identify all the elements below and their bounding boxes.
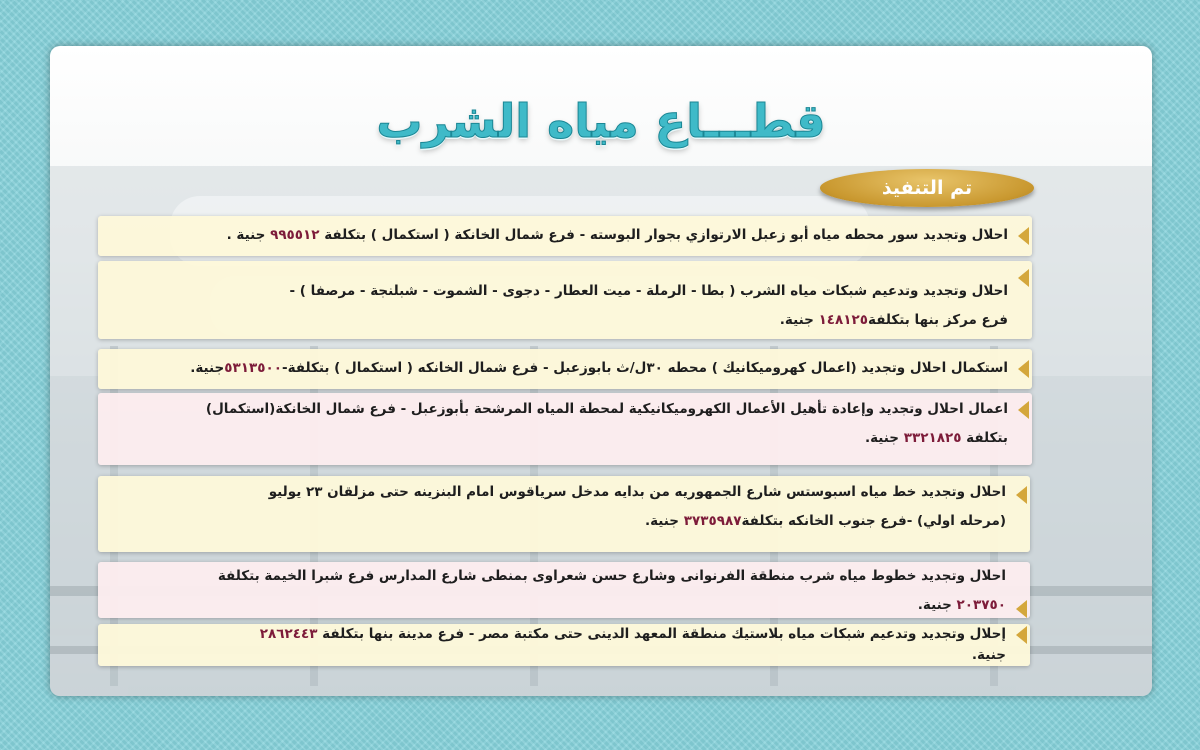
project-item	[98, 562, 1030, 618]
item-amount: ٩٩٥٥١٢	[270, 227, 320, 243]
bullet-marker-icon	[1018, 360, 1029, 378]
item-text: اعمال احلال وتجديد وإعادة تأهيل الأعمال الكهروميكانيكية لمحطة المياه المرشحة بأبوزعبل - فرع شمال الخانكة(استكمال) بتكلفة	[205, 401, 1008, 446]
bullet-marker-icon	[1018, 227, 1029, 245]
item-text: احلال وتجديد وتدعيم شبكات مياه الشرب ( بطا - الرملة - ميت العطار - دجوى - الشموت - شبلنجة - مرصفا ) - فرع مركز بنها بتكلفة	[289, 283, 1008, 328]
bullet-marker-icon	[1018, 269, 1029, 287]
item-text: احلال وتجديد خط مياه اسبوستس شارع الجمهوريه من بدايه مدخل سرياقوس امام البنزينه حتى مزلقان ٢٣ يوليو (مرحله اولي) -فرع جنوب الخانكه بتكلفة	[268, 484, 1006, 529]
item-suffix: جنية .	[226, 227, 266, 243]
item-suffix: جنية.	[644, 513, 680, 529]
item-amount: ٢٠٣٧٥٠	[956, 597, 1006, 613]
project-item	[98, 624, 1030, 666]
bullet-marker-icon	[1016, 626, 1027, 644]
item-text: احلال وتجديد خطوط مياه شرب منطقة الفرنوانى وشارع حسن شعراوى بمنطى شارع المدارس فرع شبرا الخيمة بتكلفة	[217, 568, 1006, 584]
item-text: استكمال احلال وتجديد (اعمال كهروميكانيك ) محطه ٣٠ل/ث بابوزعبل - فرع شمال الخانكه ( استكمال ) بتكلفة-	[281, 360, 1008, 376]
project-item	[98, 216, 1032, 256]
project-item	[98, 393, 1032, 465]
item-suffix: جنية.	[190, 360, 225, 376]
item-amount: ٢٨٦٢٤٤٣	[259, 626, 318, 642]
completed-badge: تم التنفيذ	[820, 169, 1034, 207]
item-text: إحلال وتجديد وتدعيم شبكات مياه بلاستيك منطقة المعهد الدينى حتى مكتبة مصر - فرع مدينة بنها بتكلفة	[322, 626, 1006, 642]
item-amount: ٣٣٢١٨٢٥	[903, 430, 962, 446]
item-amount: ٣٧٣٥٩٨٧	[683, 513, 742, 529]
project-item	[98, 476, 1030, 552]
item-suffix: جنية.	[971, 647, 1006, 663]
project-item	[98, 349, 1032, 389]
item-suffix: جنية.	[864, 430, 900, 446]
item-suffix: جنية.	[779, 312, 814, 328]
item-amount: ٥٣١٣٥٠٠	[224, 360, 282, 376]
bullet-marker-icon	[1016, 486, 1027, 504]
page-title: قطـــاع مياه الشرب	[376, 94, 826, 148]
item-text: احلال وتجديد سور محطه مياه أبو زعبل الارتوازي بجوار البوسته - فرع شمال الخانكة ( استكمال ) بتكلفة	[324, 227, 1008, 243]
item-suffix: جنية.	[917, 597, 952, 613]
content-panel	[50, 46, 1152, 696]
bullet-marker-icon	[1018, 401, 1029, 419]
item-amount: ١٤٨١٢٥	[818, 312, 869, 328]
project-item	[98, 261, 1032, 339]
bullet-marker-icon	[1016, 600, 1027, 618]
